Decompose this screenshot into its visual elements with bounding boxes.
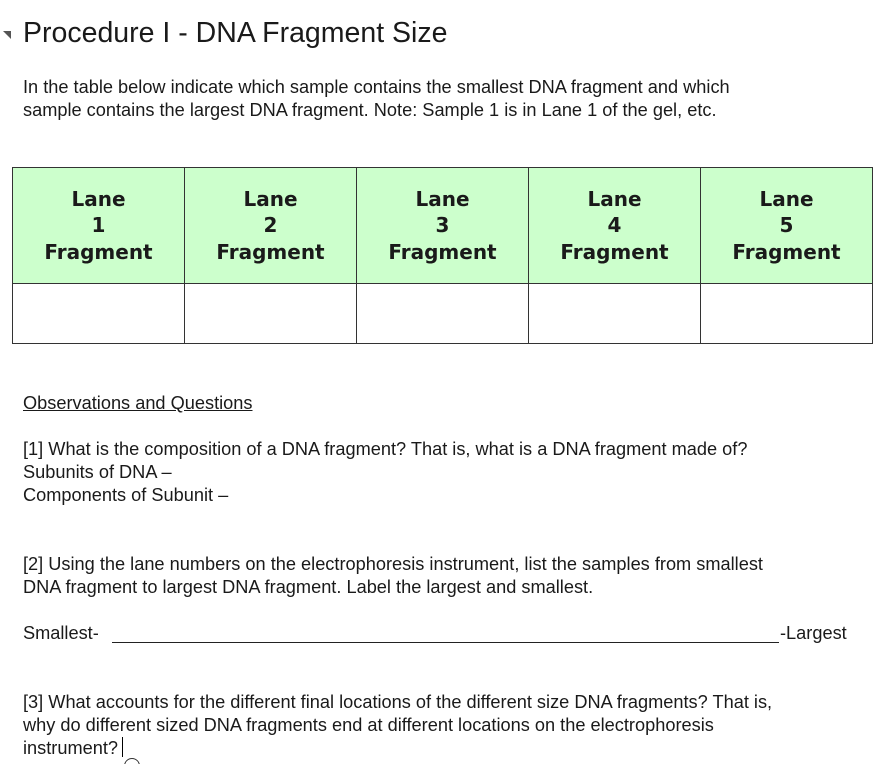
answer-cell-lane-2[interactable] xyxy=(185,284,357,344)
components-prompt[interactable]: Components of Subunit – xyxy=(23,485,229,505)
header-lane-5 xyxy=(701,168,873,284)
intro-line: In the table below indicate which sample contains the smallest DNA fragment and which xyxy=(23,77,730,97)
header-number: 3 xyxy=(435,213,450,238)
header-label: Fragment xyxy=(560,239,669,264)
subunits-prompt[interactable]: Subunits of DNA – xyxy=(23,462,172,482)
header-lane-2 xyxy=(185,168,357,284)
header-number: 4 xyxy=(607,213,622,238)
table-answer-row xyxy=(13,284,873,344)
header-label: Lane xyxy=(759,186,814,211)
answer-cell-lane-4[interactable] xyxy=(529,284,701,344)
intro-paragraph xyxy=(23,76,730,122)
smallest-label: Smallest- xyxy=(23,623,99,643)
header-label: Lane xyxy=(243,186,298,211)
header-label: Lane xyxy=(71,186,126,211)
header-lane-4 xyxy=(529,168,701,284)
collapse-heading-icon[interactable] xyxy=(3,31,11,39)
header-number: 5 xyxy=(779,213,794,238)
header-number: 1 xyxy=(91,213,106,238)
question-2 xyxy=(23,553,763,599)
largest-label: -Largest xyxy=(780,623,847,643)
intro-line: sample contains the largest DNA fragment. Note: Sample 1 is in Lane 1 of the gel, etc. xyxy=(23,100,717,120)
header-label: Lane xyxy=(415,186,470,211)
size-order-answer-line[interactable] xyxy=(112,642,779,643)
header-number: 2 xyxy=(263,213,278,238)
question-2-line: [2] Using the lane numbers on the electrophoresis instrument, list the samples from smallest xyxy=(23,554,763,574)
size-order-answer-row xyxy=(23,622,863,645)
header-label: Fragment xyxy=(732,239,841,264)
question-3-line: why do different sized DNA fragments end at different locations on the electrophoresis xyxy=(23,715,714,735)
question-1 xyxy=(23,438,747,507)
header-lane-3 xyxy=(357,168,529,284)
question-3-line: instrument? xyxy=(23,738,119,758)
observations-heading: Observations and Questions xyxy=(23,393,253,413)
text-caret xyxy=(122,737,123,757)
section-heading: Procedure I - DNA Fragment Size xyxy=(23,17,448,49)
header-lane-1 xyxy=(13,168,185,284)
answer-cell-lane-3[interactable] xyxy=(357,284,529,344)
question-3-last-line[interactable] xyxy=(23,737,772,760)
answer-cell-lane-1[interactable] xyxy=(13,284,185,344)
question-3 xyxy=(23,691,772,760)
table-header-row xyxy=(13,168,873,284)
header-label: Lane xyxy=(587,186,642,211)
question-2-line: DNA fragment to largest DNA fragment. Label the largest and smallest. xyxy=(23,577,594,597)
header-label: Fragment xyxy=(216,239,325,264)
lane-fragment-table xyxy=(12,167,873,344)
header-label: Fragment xyxy=(44,239,153,264)
question-1-text: [1] What is the composition of a DNA fragment? That is, what is a DNA fragment made of? xyxy=(23,439,748,459)
header-label: Fragment xyxy=(388,239,497,264)
question-3-line: [3] What accounts for the different final locations of the different size DNA fragments? That is, xyxy=(23,692,773,712)
answer-cell-lane-5[interactable] xyxy=(701,284,873,344)
